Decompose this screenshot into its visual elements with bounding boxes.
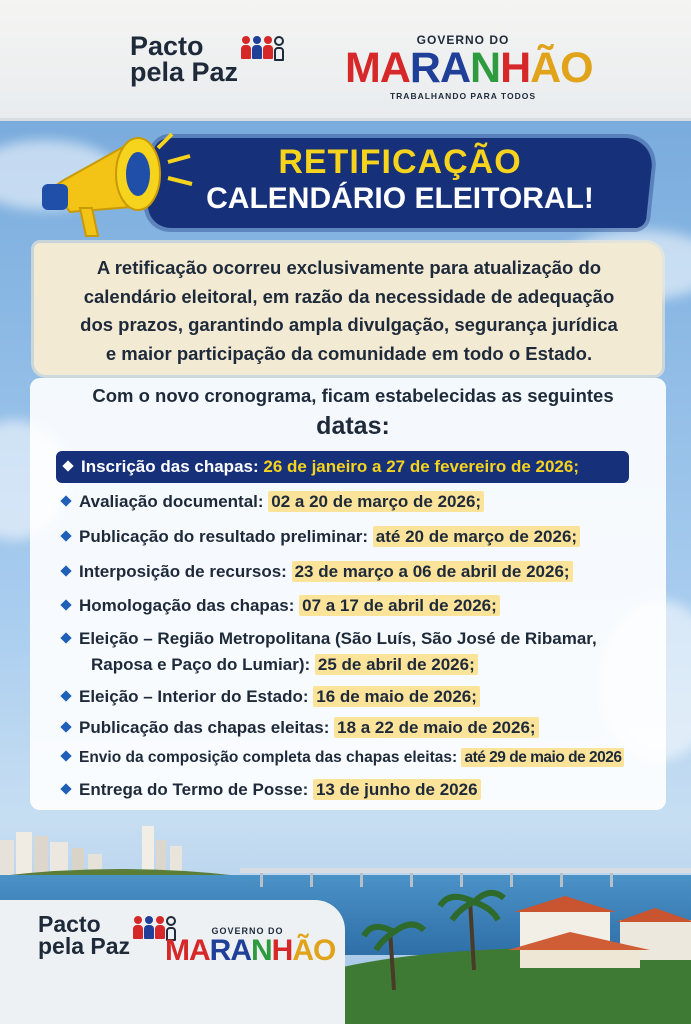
schedule-item bbox=[62, 749, 624, 767]
schedule-date: até 20 de março de 2026; bbox=[373, 526, 580, 547]
maranhao-word: MARANHÃO bbox=[165, 934, 336, 967]
bullet-diamond-icon bbox=[60, 599, 71, 610]
bullet-diamond-icon bbox=[60, 690, 71, 701]
footer-governo-maranhao-logo bbox=[165, 926, 336, 967]
pacto-line1: Pacto bbox=[38, 911, 101, 937]
schedule-date: 02 a 20 de março de 2026; bbox=[268, 491, 484, 512]
schedule-label: Envio da composição completa das chapas eleitas: bbox=[79, 749, 462, 766]
intro-line: dos prazos, garantindo ampla divulgação, segurança jurídica bbox=[80, 314, 618, 335]
schedule-label: Entrega do Termo de Posse: bbox=[79, 780, 313, 799]
governo-maranhao-logo bbox=[345, 33, 593, 101]
schedule-item bbox=[62, 492, 484, 512]
megaphone-icon bbox=[40, 128, 200, 240]
schedule-item-continued bbox=[91, 655, 478, 675]
bullet-diamond-icon bbox=[60, 632, 71, 643]
schedule-date: 23 de março a 06 de abril de 2026; bbox=[292, 561, 573, 582]
bullet-diamond-icon bbox=[60, 565, 71, 576]
pacto-line2: pela Paz bbox=[38, 932, 131, 959]
footer-pacto-pela-paz-logo bbox=[38, 911, 176, 959]
bullet-diamond-icon bbox=[60, 750, 71, 761]
bullet-diamond-icon bbox=[60, 721, 71, 732]
schedule-lead-datas: datas: bbox=[316, 412, 390, 440]
schedule-item bbox=[56, 451, 629, 483]
schedule-item bbox=[62, 687, 480, 707]
title-line1: RETIFICAÇÃO bbox=[278, 143, 522, 181]
pacto-line1: Pacto bbox=[130, 31, 204, 61]
schedule-lead: Com o novo cronograma, ficam estabelecidas as seguintes bbox=[92, 385, 614, 406]
schedule-label: Eleição – Região Metropolitana (São Luís, São José de Ribamar, bbox=[79, 629, 597, 648]
schedule-label: Avaliação documental: bbox=[79, 492, 269, 511]
schedule-panel bbox=[30, 378, 666, 810]
schedule-date: 25 de abril de 2026; bbox=[315, 654, 478, 675]
schedule-item bbox=[62, 780, 481, 800]
schedule-item bbox=[62, 527, 580, 547]
schedule-label: Homologação das chapas: bbox=[79, 596, 300, 615]
schedule-label: Eleição – Interior do Estado: bbox=[79, 687, 314, 706]
schedule-date: 13 de junho de 2026 bbox=[313, 779, 481, 800]
schedule-item bbox=[62, 562, 573, 582]
intro-line: A retificação ocorreu exclusivamente para atualização do bbox=[96, 257, 602, 278]
governo-top: GOVERNO DO bbox=[211, 926, 284, 936]
governo-top: GOVERNO DO bbox=[416, 33, 510, 47]
title-line2: CALENDÁRIO ELEITORAL! bbox=[206, 182, 594, 215]
bullet-diamond-icon bbox=[60, 530, 71, 541]
schedule-date: 07 a 17 de abril de 2026; bbox=[299, 595, 500, 616]
bullet-diamond-icon bbox=[60, 495, 71, 506]
shore-houses-palms bbox=[330, 880, 691, 1024]
bullet-diamond-icon bbox=[60, 783, 71, 794]
schedule-label: Raposa e Paço do Lumiar): bbox=[91, 655, 315, 674]
schedule-date: 16 de maio de 2026; bbox=[313, 686, 480, 707]
schedule-item bbox=[62, 629, 597, 649]
schedule-date: 18 a 22 de maio de 2026; bbox=[334, 717, 538, 738]
schedule-date: até 29 de maio de 2026 bbox=[461, 748, 624, 767]
schedule-item bbox=[62, 596, 500, 616]
pacto-pela-paz-logo bbox=[130, 31, 284, 87]
intro-line: calendário eleitoral, em razão da necessidade de adequação bbox=[83, 285, 615, 307]
intro-line: e maior participação da comunidade em todo o Estado. bbox=[105, 342, 593, 364]
governo-tagline: TRABALHANDO PARA TODOS bbox=[389, 91, 537, 101]
schedule-label: Inscrição das chapas: bbox=[81, 457, 264, 476]
pacto-line2: pela Paz bbox=[130, 56, 239, 87]
people-icon bbox=[241, 36, 284, 61]
bullet-diamond-icon bbox=[62, 460, 73, 471]
schedule-label: Publicação das chapas eleitas: bbox=[79, 718, 335, 737]
schedule-label: Interposição de recursos: bbox=[79, 562, 292, 581]
intro-paragraph bbox=[46, 254, 652, 368]
schedule-date: 26 de janeiro a 27 de fevereiro de 2026; bbox=[263, 457, 579, 476]
schedule-item bbox=[62, 718, 539, 738]
maranhao-word: MARANHÃO bbox=[345, 44, 593, 92]
schedule-label: Publicação do resultado preliminar: bbox=[79, 527, 373, 546]
